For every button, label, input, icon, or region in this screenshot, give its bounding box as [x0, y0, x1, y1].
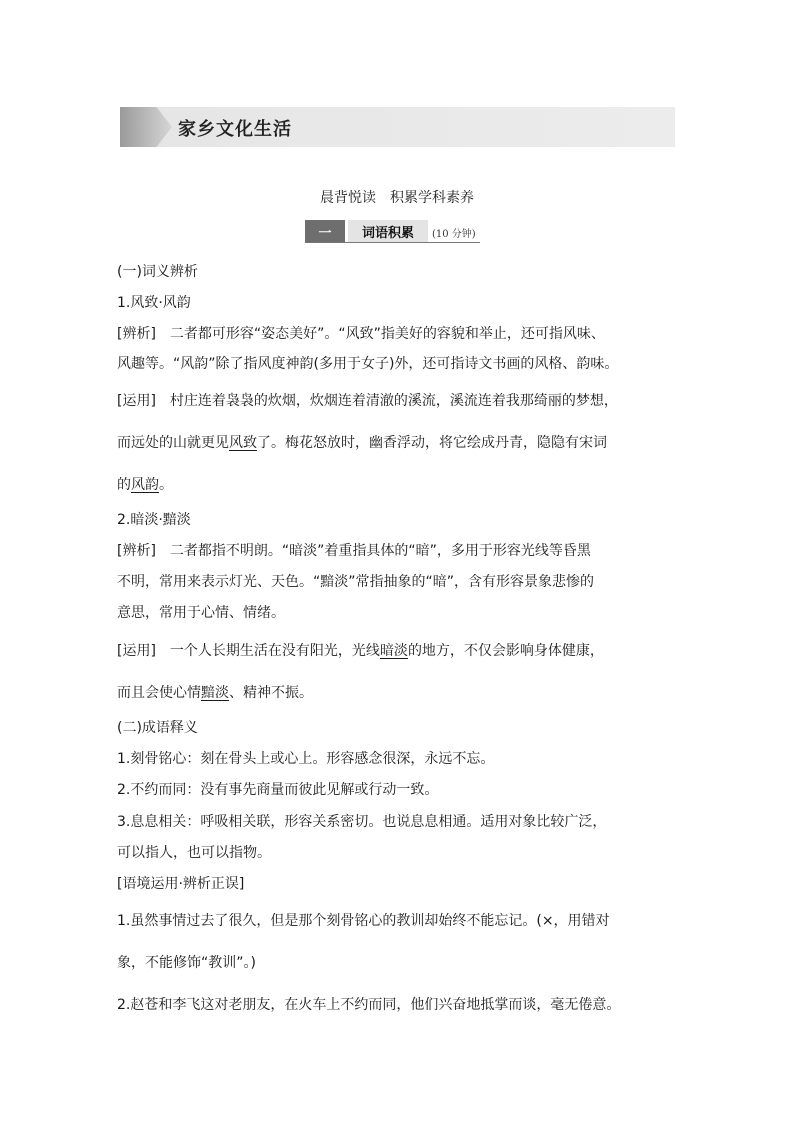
- usage-text: [运用] 村庄连着袅袅的炊烟，炊烟连着清澈的溪流，溪流连着我那绮丽的梦想，: [117, 393, 618, 409]
- idiom-definition: 1.刻骨铭心：刻在骨头上或心上。形容感念很深，永远不忘。: [117, 751, 495, 767]
- text-segment: 而且会使心情: [117, 685, 201, 701]
- usage-text: [117, 474, 173, 494]
- underlined-word: 风韵: [131, 477, 159, 493]
- idiom-definition: 可以指人，也可以指物。: [117, 845, 271, 861]
- item-title: 1.风致·风韵: [117, 295, 191, 311]
- analysis-text: 意思，常用于心情、情绪。: [117, 605, 285, 621]
- text-segment: 、精神不振。: [229, 685, 313, 701]
- usage-text: [117, 432, 607, 452]
- heading-idiom-meaning: (二)成语释义: [117, 720, 198, 736]
- underlined-word: 风致: [229, 435, 257, 451]
- exercise-text: 1.虽然事情过去了很久，但是那个刻骨铭心的教训却始终不能忘记。(×，用错对: [117, 913, 610, 929]
- subsection-badge: [305, 220, 480, 243]
- usage-text: [117, 682, 313, 702]
- banner-arrow-decoration: [120, 107, 172, 147]
- badge-number: 一: [305, 220, 345, 242]
- badge-time: (10 分钟): [432, 229, 476, 240]
- chapter-title: 家乡文化生活: [178, 119, 292, 140]
- analysis-text: [辨析] 二者都可形容“姿态美好”。“风致”指美好的容貌和举止，还可指风味、: [117, 326, 605, 342]
- heading-context-usage: [语境运用·辨析正误]: [117, 876, 245, 892]
- idiom-definition: 2.不约而同：没有事先商量而彼此见解或行动一致。: [117, 782, 439, 798]
- analysis-text: [辨析] 二者都指不明朗。“暗淡”着重指具体的“暗”，多用于形容光线等昏黑: [117, 543, 591, 559]
- chapter-banner: [120, 107, 675, 147]
- exercise-text: 2.赵苍和李飞这对老朋友，在火车上不约而同，他们兴奋地抵掌而谈，毫无倦意。: [117, 997, 621, 1013]
- text-segment: [运用] 一个人长期生活在没有阳光，光线: [117, 643, 380, 659]
- underlined-word: 暗淡: [379, 643, 408, 659]
- badge-label: 词语积累: [345, 220, 428, 242]
- underlined-word: 黯淡: [201, 685, 229, 701]
- section-heading: [0, 187, 794, 207]
- text-segment: 而远处的山就更见: [117, 435, 229, 451]
- text-segment: 的地方，不仅会影响身体健康，: [407, 643, 604, 659]
- exercise-text: 象，不能修饰“教训”。): [117, 955, 256, 971]
- text-segment: 。: [159, 477, 173, 493]
- text-segment: 了。梅花怒放时，幽香浮动，将它绘成丹青，隐隐有宋词: [257, 435, 607, 451]
- usage-text: [117, 640, 604, 660]
- item-title: 2.暗淡·黯淡: [117, 512, 191, 528]
- idiom-definition: 3.息息相关：呼吸相关联，形容关系密切。也说息息相通。适用对象比较广泛，: [117, 814, 607, 830]
- section-title-text: 晨背悦读 积累学科素养: [320, 190, 474, 206]
- text-segment: 的: [117, 477, 131, 493]
- analysis-text: 不明，常用来表示灯光、天色。“黯淡”常指抽象的“暗”，含有形容景象悲惨的: [117, 574, 595, 590]
- analysis-text: 风趣等。“风韵”除了指风度神韵(多用于女子)外，还可指诗文书画的风格、韵味。: [117, 356, 619, 372]
- heading-word-meaning: (一)词义辨析: [117, 264, 198, 280]
